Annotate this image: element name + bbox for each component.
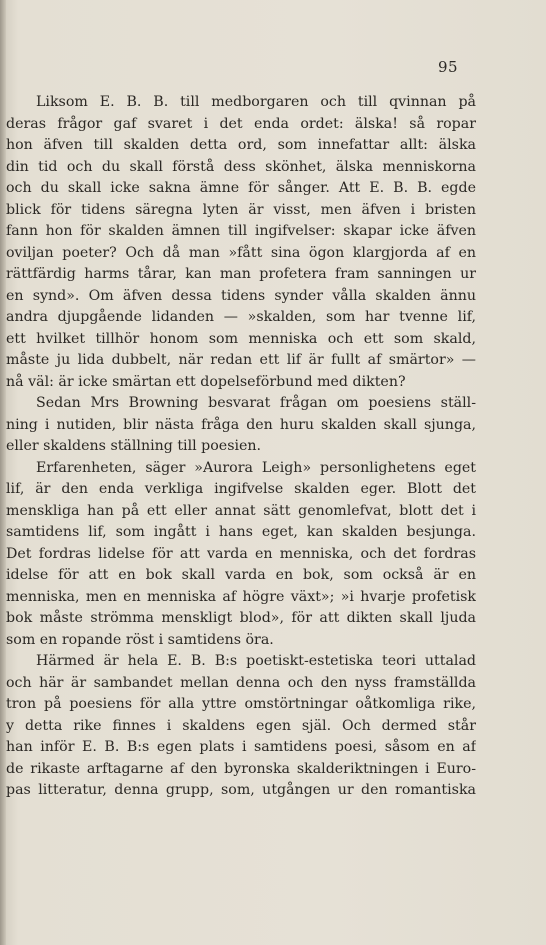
text-line: Härmed är hela E. B. B:s poetiskt-estetiska teori uttalad (36, 653, 476, 669)
text-line: och du skall icke sakna ämne för sånger. Att E. B. B. egde (6, 180, 476, 196)
text-line: de rikaste arftagarne af den byronska skalderiktningen i Euro- (6, 760, 476, 777)
text-line: menskliga han på ett eller annat sätt genomlefvat, blott det i (6, 502, 476, 519)
text-line: som en ropande röst i samtidens öra. (6, 631, 274, 648)
text-line: rättfärdig harms tårar, kan man profetera fram sanningen ur (6, 266, 476, 282)
text-line: samtidens lif, som ingått i hans eget, kan skalden besjunga. (6, 524, 476, 540)
text-line: Erfarenheten, säger »Aurora Leigh» personlighetens eget (36, 459, 476, 476)
text-line: Liksom E. B. B. till medborgaren och till qvinnan på (36, 94, 476, 110)
text-line: pas litteratur, denna grupp, som, utgången ur den romantiska (6, 782, 476, 798)
text-line: måste ju lida dubbelt, när redan ett lif är fullt af smärtor» — (6, 352, 476, 368)
text-line: blick för tidens säregna lyten är visst, men äfven i bristen (6, 201, 476, 218)
text-line: Det fordras lidelse för att varda en menniska, och det fordras (6, 545, 476, 562)
text-line: ett hvilket tillhör honom som menniska och ett som skald, (6, 330, 476, 347)
text-line: idelse för att en bok skall varda en bok, som också är en (6, 567, 476, 583)
text-line: bok måste strömma menskligt blod», för att dikten skall ljuda (6, 610, 476, 626)
text-line: oviljan poeter? Och då man »fått sina ögon klargjorda af en (6, 244, 476, 261)
text-line: nå väl: är icke smärtan ett dopelseförbund med dikten? (6, 373, 406, 390)
text-line: menniska, men en menniska af högre växt»; »i hvarje profetisk (6, 588, 476, 605)
page-number: 95 (438, 58, 459, 76)
text-line: och här är sambandet mellan denna och den nyss framställda (6, 674, 476, 691)
body-text (6, 92, 476, 802)
text-line: en synd». Om äfven dessa tidens synder vålla skalden ännu (6, 287, 476, 304)
text-line: andra djupgående lidanden — »skalden, som har tvenne lif, (6, 309, 476, 325)
text-line: lif, är den enda verkliga ingifvelse skalden eger. Blott det (6, 481, 476, 497)
text-line: Sedan Mrs Browning besvarat frågan om poesiens ställ- (36, 395, 476, 411)
text-line: han inför E. B. B:s egen plats i samtidens poesi, såsom en af (6, 739, 476, 755)
text-line: tron på poesiens för alla yttre omstörtningar oåtkomliga rike, (6, 696, 476, 712)
text-line: ning i nutiden, blir nästa fråga den huru skalden skall sjunga, (6, 416, 476, 433)
text-line: hon äfven till skalden detta ord, som innefattar allt: älska (6, 137, 476, 153)
text-line: din tid och du skall förstå dess skönhet, älska menniskorna (6, 158, 476, 175)
text-line: eller skaldens ställning till poesien. (6, 438, 262, 454)
text-line: deras frågor gaf svaret i det enda ordet: älska! så ropar (6, 115, 476, 132)
text-line: y detta rike finnes i skaldens egen själ. Och dermed står (6, 717, 476, 734)
text-line: fann hon för skalden ämnen till ingifvelser: skapar icke äfven (6, 223, 476, 239)
